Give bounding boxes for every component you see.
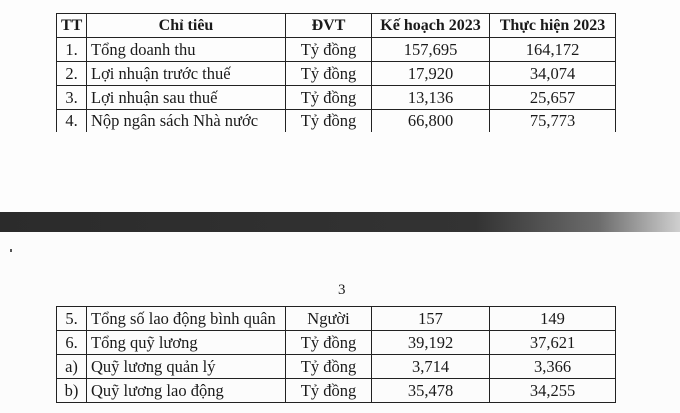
row-number: 5.: [57, 307, 87, 331]
row-plan-value: 35,478: [372, 379, 490, 403]
row-indicator: Lợi nhuận trước thuế: [87, 62, 286, 86]
row-number: 1.: [57, 38, 87, 62]
row-number: 6.: [57, 331, 87, 355]
row-actual-value: 37,621: [490, 331, 616, 355]
results-table-top: [56, 13, 616, 132]
table-row: [57, 38, 616, 62]
row-indicator: Quỹ lương lao động: [87, 379, 286, 403]
row-indicator: Tổng quỹ lương: [87, 331, 286, 355]
row-unit: Tỷ đồng: [286, 62, 372, 86]
row-plan-value: 39,192: [372, 331, 490, 355]
row-unit: Tỷ đồng: [286, 110, 372, 133]
row-number: 3.: [57, 86, 87, 110]
header-tt: TT: [57, 14, 87, 38]
table-row: [57, 379, 616, 403]
row-indicator: Tổng doanh thu: [87, 38, 286, 62]
row-actual-value: 164,172: [490, 38, 616, 62]
table-row: [57, 307, 616, 331]
row-actual-value: 75,773: [490, 110, 616, 133]
row-number: 4.: [57, 110, 87, 133]
row-actual-value: 149: [490, 307, 616, 331]
row-number: b): [57, 379, 87, 403]
row-unit: Người: [286, 307, 372, 331]
results-table-bottom: [56, 306, 616, 403]
row-indicator: Lợi nhuận sau thuế: [87, 86, 286, 110]
row-unit: Tỷ đồng: [286, 331, 372, 355]
row-actual-value: 3,366: [490, 355, 616, 379]
row-actual-value: 25,657: [490, 86, 616, 110]
row-actual-value: 34,074: [490, 62, 616, 86]
row-indicator: Quỹ lương quản lý: [87, 355, 286, 379]
row-plan-value: 3,714: [372, 355, 490, 379]
row-indicator: Tổng số lao động bình quân: [87, 307, 286, 331]
table-row: [57, 86, 616, 110]
header-indicator: Chỉ tiêu: [87, 14, 286, 38]
row-plan-value: 157,695: [372, 38, 490, 62]
row-unit: Tỷ đồng: [286, 355, 372, 379]
row-plan-value: 157: [372, 307, 490, 331]
page-number: 3: [338, 282, 346, 298]
row-plan-value: 13,136: [372, 86, 490, 110]
table-row: [57, 62, 616, 86]
table-row: [57, 110, 616, 133]
row-plan-value: 17,920: [372, 62, 490, 86]
row-indicator: Nộp ngân sách Nhà nước: [87, 110, 286, 133]
row-number: 2.: [57, 62, 87, 86]
header-plan-2023: Kế hoạch 2023: [372, 14, 490, 38]
row-number: a): [57, 355, 87, 379]
row-actual-value: 34,255: [490, 379, 616, 403]
table-header-row: [57, 14, 616, 38]
row-unit: Tỷ đồng: [286, 379, 372, 403]
table-row: [57, 331, 616, 355]
row-unit: Tỷ đồng: [286, 86, 372, 110]
header-actual-2023: Thực hiện 2023: [490, 14, 616, 38]
scan-speck: [10, 249, 12, 252]
row-plan-value: 66,800: [372, 110, 490, 133]
header-unit: ĐVT: [286, 14, 372, 38]
page-break-gap: [0, 212, 680, 232]
table-row: [57, 355, 616, 379]
row-unit: Tỷ đồng: [286, 38, 372, 62]
